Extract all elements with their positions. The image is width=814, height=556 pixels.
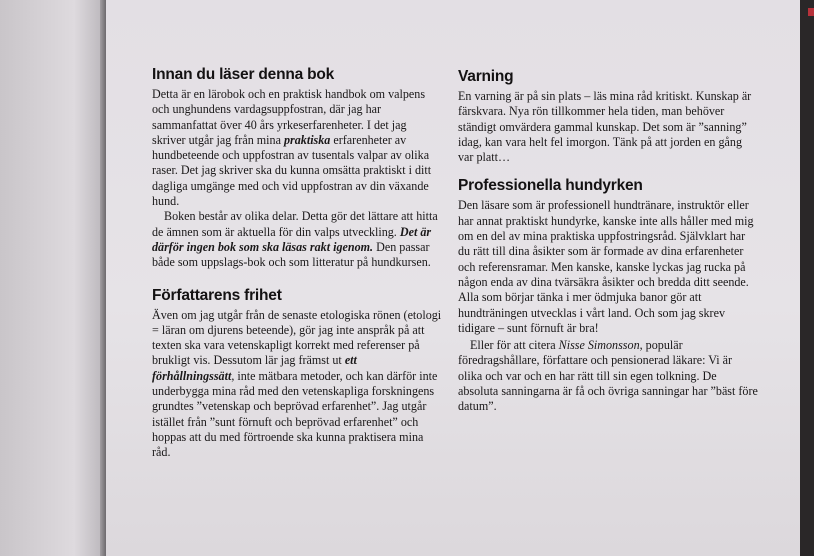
paragraph-text: Eller för att citera [470, 338, 559, 353]
paragraph-innan-2 [152, 209, 442, 270]
section-heading-forfattarens-frihet: Författarens frihet [152, 286, 282, 304]
paragraph-text: , inte mätbara metoder, och kan därför inte underbygga mina råd med den vetenskapliga forskningens grundtes ”vetenskap och beprövad erfarenhet”. Jag utgår istället från ”sunt förnuft och beprövad erfarenhet” och hoppas att du med förtroende ska kunna praktisera mina råd. [152, 368, 438, 460]
emphasis-text: ett förhållningssätt [152, 353, 357, 383]
emphasis-text: Det är därför ingen bok som ska läsas rakt igenom. [152, 224, 432, 254]
paragraph-varning-1: En varning är på sin plats – läs mina råd kritiskt. Kunskap är färskvara. Nya rön tillkommer hela tiden, man behöver ständigt omvärdera gammal kunskap. Det som är ”sanning” idag, kan vara helt fel imorgon. Tänk på att jorden en gång var platt… [458, 89, 752, 165]
right-column [458, 68, 758, 415]
section-heading-professionella-hundyrken: Professionella hundyrken [458, 177, 643, 195]
paragraph-text: erfarenheter av hundbeteende och uppfostran av tusentals valpar av olika raser. Det jag skriver ska du kunna omsätta praktiskt i ditt dagliga umgänge med och vid uppfostran av din växande hund. [152, 132, 432, 209]
background-edge [800, 0, 814, 556]
paragraph-text: Detta är en lärobok och en praktisk handbok om valpens och unghundens vardagsuppfostran, där jag har sammanfattat över 40 års yrkeserfarenheter. I det jag skriver utgår jag från mina [152, 87, 426, 147]
paragraph-frihet-1 [152, 308, 442, 461]
emphasis-text: Nisse Simonsson [558, 338, 640, 353]
paragraph-innan-1 [152, 87, 442, 209]
paragraph-hundyrken-1: Den läsare som är professionell hundtränare, instruktör eller har annat praktiskt hundyrke, kanske inte alls håller med mig om en del av mina praktiska uppfostringsråd. Självklart har du rätt till dina åsikter som är formade av dina erfarenheter och referensramar. Men kanske, kanske lyckas jag rucka på någon enda av dina tvärsäkra åsikter och bredda ditt seende. Alla som börjar tänka i mer ödmjuka banor gör att hundträningen utvecklas i vårt land. Och som jag skrev tidigare – sunt förnuft är bra! [458, 198, 754, 335]
emphasis-text: praktiska [283, 132, 331, 147]
paragraph-text: Boken består av olika delar. Detta gör det lättare att hitta de ämnen som är aktuella för din valps utveckling. [152, 209, 438, 239]
corner-marker [808, 8, 814, 16]
paragraph-text: , populär föredragshållare, författare och pensionerad läkare: Vi är olika och var och en har rätt till sin egen tolkning. De absoluta sanningarna är få och övriga sanningar har ”bäst före datum”. [458, 338, 758, 414]
section-heading-innan: Innan du läser denna bok [152, 66, 335, 83]
paragraph-hundyrken-2 [458, 338, 758, 414]
paragraph-text: Även om jag utgår från de senaste etologiska rönen (etologi = läran om djurens beteende), gör jag inte anspråk på att texten ska vara vetenskapligt korrekt med referenser på brukligt vis. Dessutom lär jag främst ut [152, 307, 442, 368]
left-page [0, 0, 106, 556]
left-column [152, 66, 442, 461]
paragraph-text: Den passar både som uppslags-bok och som litteratur på hundkursen. [152, 239, 431, 270]
section-heading-varning: Varning [458, 68, 514, 85]
